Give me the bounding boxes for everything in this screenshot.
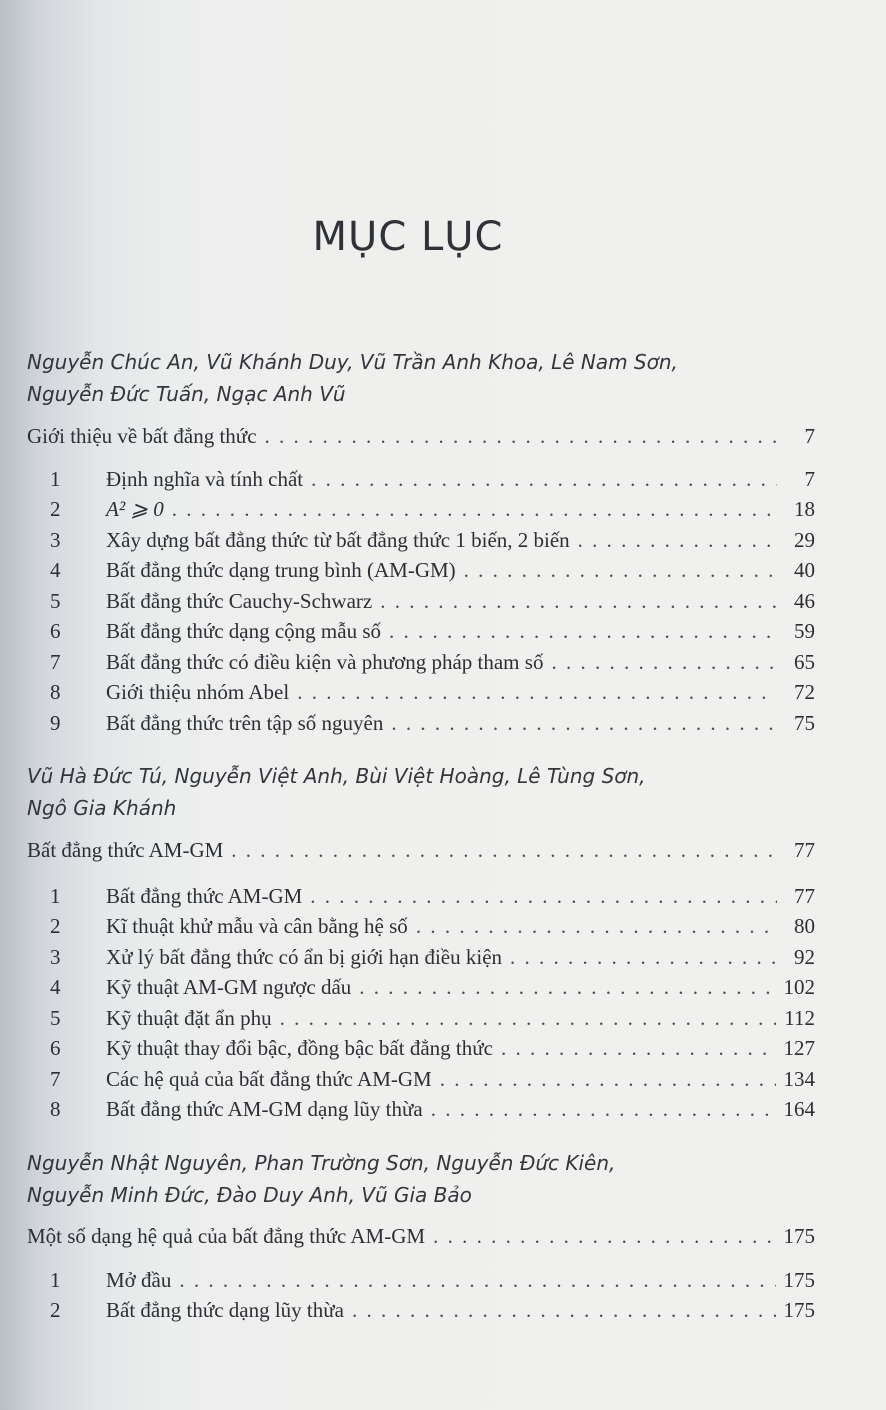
author-line: Nguyễn Chúc An, Vũ Khánh Duy, Vũ Trần Anh Khoa, Lê Nam Sơn, xyxy=(27,350,678,374)
section-number: 1 xyxy=(50,467,61,491)
page-title: MỤC LỤC xyxy=(312,214,504,260)
section-page: 175 xyxy=(783,1298,815,1322)
section-number: 5 xyxy=(50,589,61,613)
section-page: 46 xyxy=(794,589,815,613)
dot-leader xyxy=(352,1298,776,1323)
section-title: Kỹ thuật thay đổi bậc, đồng bậc bất đẳng thức xyxy=(106,1036,493,1060)
section-entry[interactable] xyxy=(50,497,815,525)
section-page: 65 xyxy=(794,650,815,674)
section-page: 80 xyxy=(794,914,815,938)
section-page: 59 xyxy=(794,619,815,643)
dot-leader xyxy=(464,558,777,583)
authors-group-2 xyxy=(27,760,807,824)
dot-leader xyxy=(280,1006,777,1031)
section-title: Bất đẳng thức Cauchy-Schwarz xyxy=(106,589,373,613)
section-entry[interactable] xyxy=(50,1268,815,1296)
dot-leader xyxy=(501,1036,776,1061)
section-entry[interactable] xyxy=(50,589,815,617)
author-line: Nguyễn Nhật Nguyên, Phan Trường Sơn, Nguyễn Đức Kiên, xyxy=(27,1151,616,1175)
section-page: 18 xyxy=(794,497,815,521)
dot-leader xyxy=(297,680,777,705)
chapter-title: Bất đẳng thức AM-GM xyxy=(27,838,224,862)
section-number: 5 xyxy=(50,1006,61,1030)
section-entry[interactable] xyxy=(50,1036,815,1064)
section-title: Bất đẳng thức AM-GM dạng lũy thừa xyxy=(106,1097,423,1121)
dot-leader xyxy=(380,589,777,614)
chapter-page: 175 xyxy=(783,1224,815,1248)
section-entry[interactable] xyxy=(50,1006,815,1034)
section-entry[interactable] xyxy=(50,467,815,495)
section-title: Xử lý bất đẳng thức có ẩn bị giới hạn điều kiện xyxy=(106,945,503,969)
section-page: 127 xyxy=(783,1036,815,1060)
section-number: 4 xyxy=(50,558,61,582)
section-page: 72 xyxy=(794,680,815,704)
section-entry[interactable] xyxy=(50,558,815,586)
section-entry[interactable] xyxy=(50,619,815,647)
section-number: 3 xyxy=(50,945,61,969)
section-title: Kỹ thuật đặt ẩn phụ xyxy=(106,1006,272,1030)
section-title: Bất đẳng thức có điều kiện và phương pháp tham số xyxy=(106,650,544,674)
author-line: Vũ Hà Đức Tú, Nguyễn Việt Anh, Bùi Việt Hoàng, Lê Tùng Sơn, xyxy=(27,764,646,788)
section-entry[interactable] xyxy=(50,528,815,556)
section-page: 40 xyxy=(794,558,815,582)
section-title: Kĩ thuật khử mẫu và cân bằng hệ số xyxy=(106,914,408,938)
section-title: Bất đẳng thức AM-GM xyxy=(106,884,303,908)
section-number: 6 xyxy=(50,1036,61,1060)
section-entry[interactable] xyxy=(50,1067,815,1095)
section-page: 102 xyxy=(783,975,815,999)
section-entry[interactable] xyxy=(50,711,815,739)
section-page: 164 xyxy=(783,1097,815,1121)
section-page: 29 xyxy=(794,528,815,552)
section-title: A² ⩾ 0 xyxy=(106,497,164,521)
section-entry[interactable] xyxy=(50,884,815,912)
section-title: Các hệ quả của bất đẳng thức AM-GM xyxy=(106,1067,432,1091)
dot-leader xyxy=(551,650,777,675)
author-line: Nguyễn Minh Đức, Đào Duy Anh, Vũ Gia Bảo xyxy=(27,1183,472,1207)
section-title: Định nghĩa và tính chất xyxy=(106,467,304,491)
section-entry[interactable] xyxy=(50,1097,815,1125)
section-number: 8 xyxy=(50,1097,61,1121)
section-number: 6 xyxy=(50,619,61,643)
dot-leader xyxy=(440,1067,776,1092)
section-number: 1 xyxy=(50,884,61,908)
section-number: 8 xyxy=(50,680,61,704)
dot-leader xyxy=(431,1097,776,1122)
dot-leader xyxy=(179,1268,775,1293)
dot-leader xyxy=(231,838,777,863)
dot-leader xyxy=(391,711,777,736)
section-number: 3 xyxy=(50,528,61,552)
chapter-entry[interactable] xyxy=(27,424,815,452)
section-entry[interactable] xyxy=(50,680,815,708)
chapter-title: Một số dạng hệ quả của bất đẳng thức AM-GM xyxy=(27,1224,426,1248)
dot-leader xyxy=(510,945,777,970)
dot-leader xyxy=(433,1224,775,1249)
dot-leader xyxy=(416,914,777,939)
section-entry[interactable] xyxy=(50,975,815,1003)
section-number: 2 xyxy=(50,497,61,521)
dot-leader xyxy=(172,497,777,522)
section-page: 7 xyxy=(804,467,815,491)
section-number: 1 xyxy=(50,1268,61,1292)
section-number: 9 xyxy=(50,711,61,735)
chapter-entry[interactable] xyxy=(27,1224,815,1252)
section-entry[interactable] xyxy=(50,1298,815,1326)
chapter-page: 7 xyxy=(804,424,815,448)
section-page: 77 xyxy=(794,884,815,908)
dot-leader xyxy=(359,975,775,1000)
section-title: Giới thiệu nhóm Abel xyxy=(106,680,290,704)
section-page: 112 xyxy=(784,1006,815,1030)
author-line: Ngô Gia Khánh xyxy=(27,796,177,820)
section-page: 175 xyxy=(783,1268,815,1292)
section-number: 7 xyxy=(50,1067,61,1091)
author-line: Nguyễn Đức Tuấn, Ngạc Anh Vũ xyxy=(27,382,346,406)
authors-group-3 xyxy=(27,1147,807,1211)
section-title: Kỹ thuật AM-GM ngược dấu xyxy=(106,975,352,999)
section-title: Bất đẳng thức dạng trung bình (AM-GM) xyxy=(106,558,456,582)
section-title: Bất đẳng thức dạng lũy thừa xyxy=(106,1298,344,1322)
section-title: Xây dựng bất đẳng thức từ bất đẳng thức 1 biến, 2 biến xyxy=(106,528,570,552)
section-entry[interactable] xyxy=(50,914,815,942)
chapter-title: Giới thiệu về bất đẳng thức xyxy=(27,424,257,448)
chapter-entry[interactable] xyxy=(27,838,815,866)
chapter-page: 77 xyxy=(794,838,815,862)
dot-leader xyxy=(311,467,777,492)
section-entry[interactable] xyxy=(50,650,815,678)
authors-group-1 xyxy=(27,346,807,410)
section-number: 7 xyxy=(50,650,61,674)
section-number: 2 xyxy=(50,1298,61,1322)
section-number: 2 xyxy=(50,914,61,938)
section-title: Bất đẳng thức trên tập số nguyên xyxy=(106,711,384,735)
section-number: 4 xyxy=(50,975,61,999)
dot-leader xyxy=(389,619,777,644)
section-page: 134 xyxy=(783,1067,815,1091)
section-title: Mở đầu xyxy=(106,1268,172,1292)
dot-leader xyxy=(265,424,777,449)
section-entry[interactable] xyxy=(50,945,815,973)
dot-leader xyxy=(310,884,777,909)
section-title: Bất đẳng thức dạng cộng mẫu số xyxy=(106,619,381,643)
dot-leader xyxy=(578,528,777,553)
section-page: 92 xyxy=(794,945,815,969)
section-page: 75 xyxy=(794,711,815,735)
